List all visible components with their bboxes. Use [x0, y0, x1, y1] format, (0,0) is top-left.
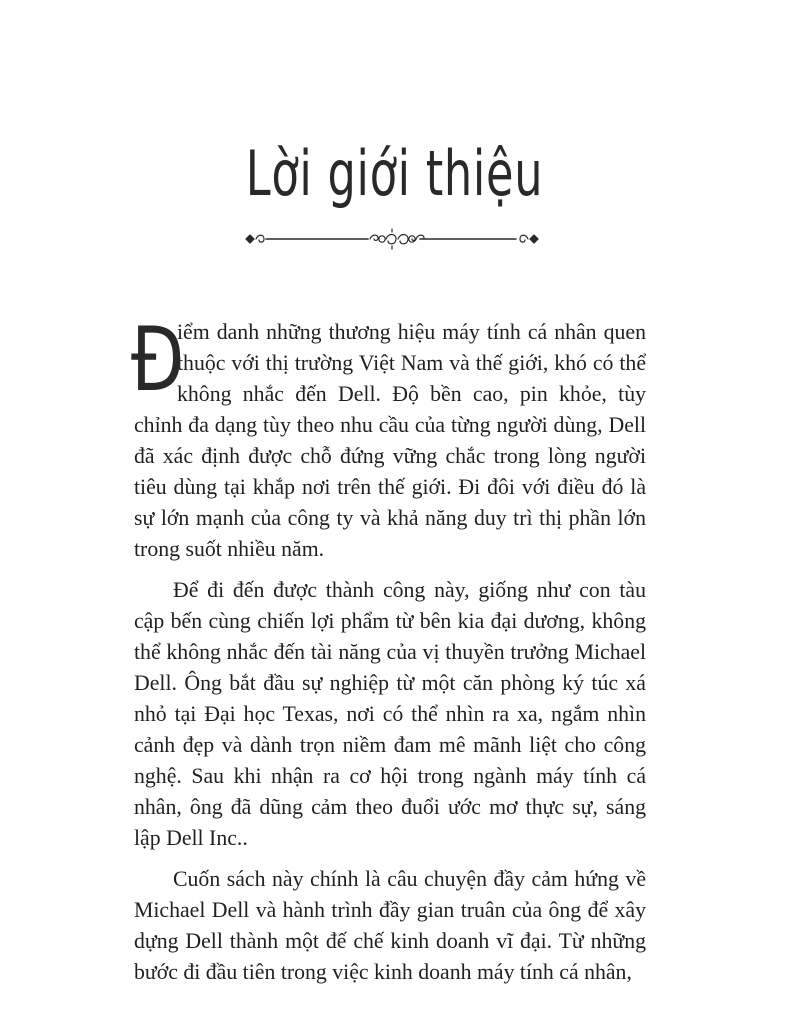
paragraph-3: Cuốn sách này chính là câu chuyện đầy cảm hứng về Michael Dell và hành trình đầy gian truân của ông để xây dựng Dell thành một đế chế kinh doanh vĩ đại. Từ những bước đi đầu tiên trong việc kinh doanh máy tính cá nhân, [134, 867, 646, 984]
paragraph-2: Để đi đến được thành công này, giống như con tàu cập bến cùng chiến lợi phẩm từ bên kia đại dương, không thể không nhắc đến tài năng của vị thuyền trưởng Michael Dell. Ông bắt đầu sự nghiệp từ một căn phòng ký túc xá nhỏ tại Đại học Texas, nơi có thể nhìn ra xa, ngắm nhìn cảnh đẹp và dành trọn niềm đam mê mãnh liệt cho công nghệ. Sau khi nhận ra cơ hội trong ngành máy tính cá nhân, ông đã dũng cảm theo đuổi ước mơ thực sự, sáng lập Dell Inc.. [134, 578, 646, 850]
paragraph-1-text: iểm danh những thương hiệu máy tính cá nhân quen thuộc với thị trường Việt Nam và thế giới, khó có thể không nhắc đến Dell. Độ bền cao, pin khỏe, tùy chỉnh đa dạng tùy theo nhu cầu của từng người dùng, Dell đã xác định được chỗ đứng vững chắc trong lòng người tiêu dùng tại khắp nơi trên thế giới. Đi đôi với điều đó là sự lớn mạnh của công ty và khả năng duy trì thị phần lớn trong suốt nhiều năm. [134, 320, 646, 561]
body-text [131, 308, 646, 988]
decorative-divider-icon [244, 228, 540, 250]
drop-cap: Đ [131, 308, 185, 411]
paragraph-1 [131, 308, 646, 565]
page-title: Lời giới thiệu [245, 137, 544, 210]
